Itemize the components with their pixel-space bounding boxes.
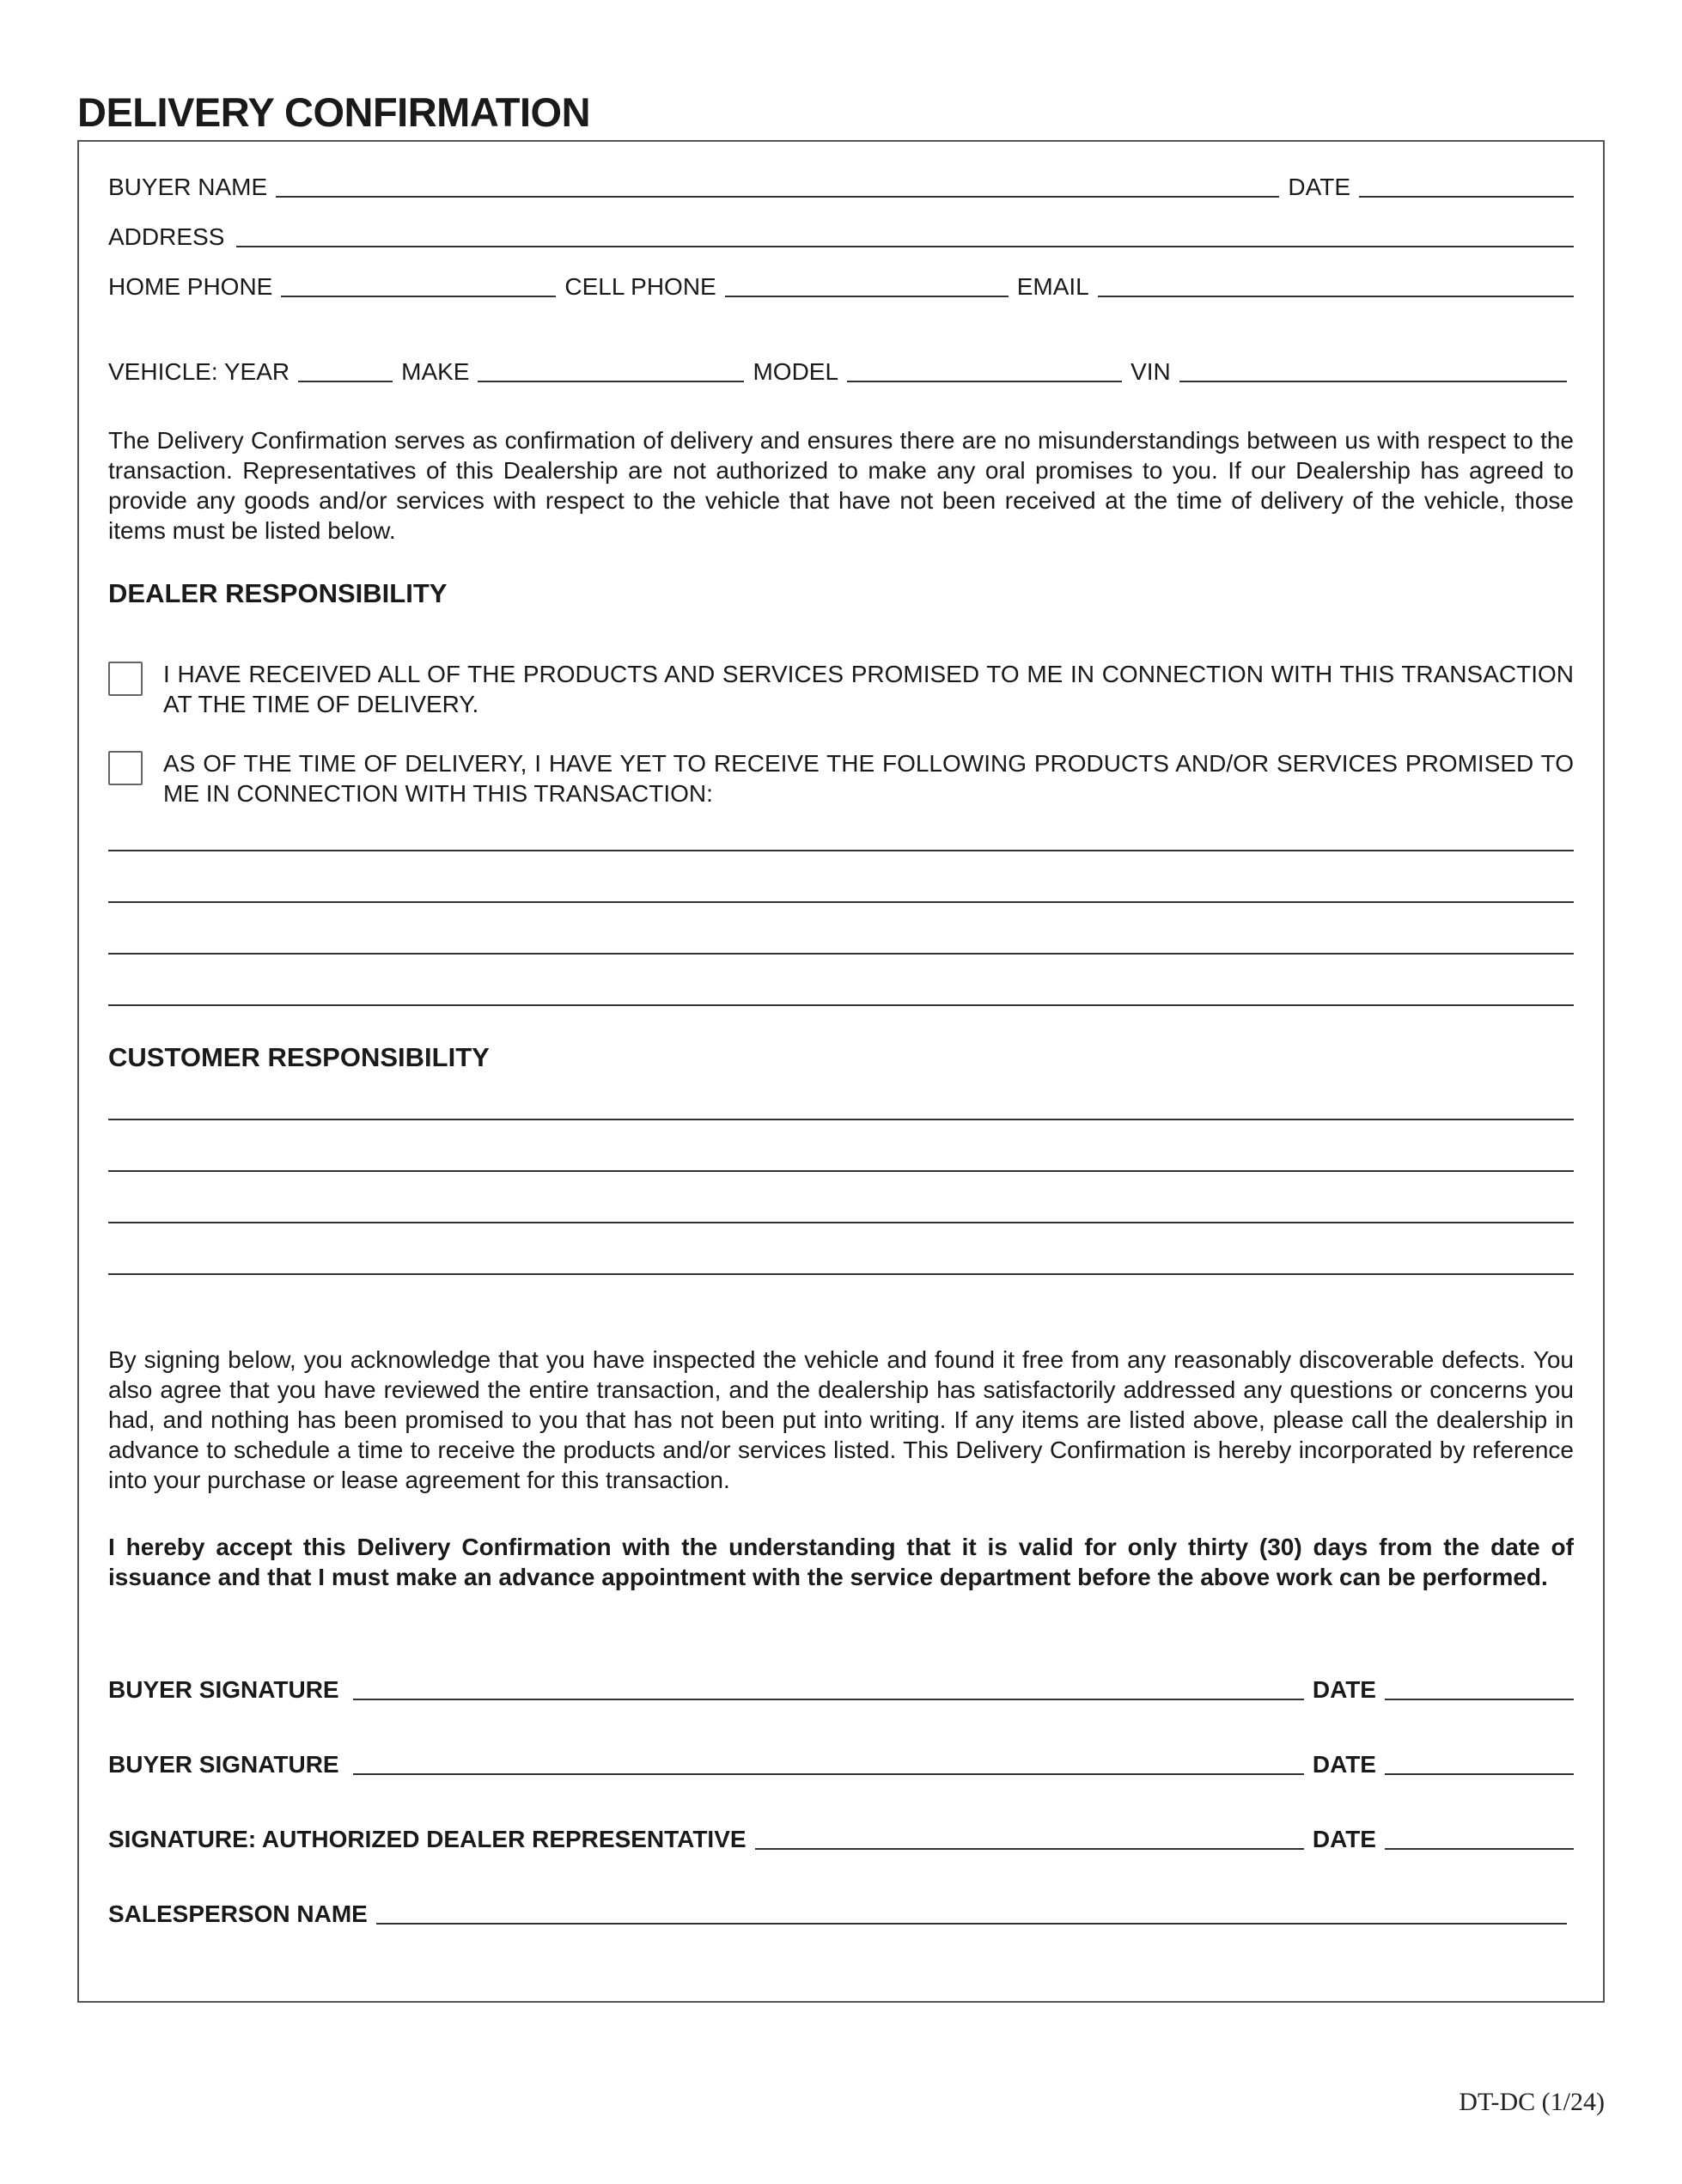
salesperson-row (108, 1900, 1574, 1929)
address-row (108, 223, 1574, 252)
dealer-item-line[interactable] (108, 1004, 1574, 1006)
vehicle-vin-label: VIN (1130, 358, 1171, 385)
acknowledgement-paragraph: By signing below, you acknowledge that you have inspected the vehicle and found it free from any reasonably discoverable defects. You also agree that you have reviewed the entire transaction, and the dealership has satisfactorily addressed any questions or concerns you had, and nothing has been promised to you that has not been put into writing. If any items are listed above, please call the dealership in advance to schedule a time to receive the products and/or services listed. This Delivery Confirmation is hereby incorporated by reference into your purchase or lease agreement for this transaction. (108, 1346, 1574, 1493)
intro-paragraph: The Delivery Confirmation serves as confirmation of delivery and ensures there are no misunderstandings between us with respect to the transaction. Representatives of this Dealership are not authorized to make any oral promises to you. If our Dealership has agreed to provide any goods and/or services with respect to the vehicle that have not been received at the time of delivery of the vehicle, those items must be listed below. (108, 427, 1574, 544)
phone-row (108, 272, 1574, 302)
vehicle-model-field[interactable] (847, 360, 1122, 382)
customer-item-line[interactable] (108, 1119, 1574, 1120)
vehicle-year-field[interactable] (298, 360, 393, 382)
signature-date-field[interactable] (1385, 1827, 1574, 1850)
signature-date-label: DATE (1312, 1676, 1376, 1703)
date-label: DATE (1288, 174, 1350, 200)
customer-item-line[interactable] (108, 1170, 1574, 1172)
received-option-text: I HAVE RECEIVED ALL OF THE PRODUCTS AND SERVICES PROMISED TO ME IN CONNECTION WITH THIS TRANSACTION AT THE TIME OF DELIVERY. (163, 661, 1574, 717)
dealer-item-line[interactable] (108, 953, 1574, 955)
buyer-signature-label: BUYER SIGNATURE (108, 1751, 339, 1778)
dealer-rep-signature-label: SIGNATURE: AUTHORIZED DEALER REPRESENTATIVE (108, 1826, 747, 1852)
buyer-signature-label: BUYER SIGNATURE (108, 1676, 339, 1703)
buyer-signature-row-2 (108, 1750, 1574, 1779)
vehicle-make-field[interactable] (478, 360, 744, 382)
address-label: ADDRESS (108, 223, 225, 250)
pending-checkbox[interactable] (108, 751, 143, 785)
customer-item-line[interactable] (108, 1273, 1574, 1275)
home-phone-label: HOME PHONE (108, 273, 273, 300)
cell-phone-label: CELL PHONE (564, 273, 716, 300)
salesperson-name-field[interactable] (376, 1902, 1567, 1925)
buyer-signature-field[interactable] (353, 1678, 1304, 1700)
dealer-item-line[interactable] (108, 901, 1574, 903)
cell-phone-field[interactable] (725, 275, 1009, 297)
received-option (108, 659, 1574, 719)
buyer-signature-field[interactable] (353, 1753, 1304, 1775)
email-field[interactable] (1098, 275, 1574, 297)
date-field[interactable] (1359, 175, 1574, 198)
pending-option (108, 748, 1574, 808)
salesperson-name-label: SALESPERSON NAME (108, 1900, 368, 1927)
buyer-name-row (108, 173, 1574, 202)
signature-date-field[interactable] (1385, 1678, 1574, 1700)
received-checkbox[interactable] (108, 662, 143, 696)
signature-date-label: DATE (1312, 1826, 1376, 1852)
signature-date-field[interactable] (1385, 1753, 1574, 1775)
page-title: DELIVERY CONFIRMATION (77, 89, 591, 135)
signature-date-label: DATE (1312, 1751, 1376, 1778)
address-field[interactable] (236, 225, 1574, 247)
vehicle-make-label: MAKE (401, 358, 470, 385)
form-code: DT-DC (1/24) (1459, 2088, 1605, 2116)
vehicle-year-label: VEHICLE: YEAR (108, 358, 290, 385)
pending-option-text: AS OF THE TIME OF DELIVERY, I HAVE YET TO RECEIVE THE FOLLOWING PRODUCTS AND/OR SERVICES PROMISED TO ME IN CONNECTION WITH THIS TRANSACTION: (163, 750, 1574, 807)
dealer-rep-signature-field[interactable] (755, 1827, 1304, 1850)
email-label: EMAIL (1016, 273, 1089, 300)
acceptance-paragraph: I hereby accept this Delivery Confirmation with the understanding that it is valid for only thirty (30) days from the date of issuance and that I must make an advance appointment with the service department before the above work can be performed. (108, 1534, 1574, 1590)
dealer-rep-signature-row (108, 1825, 1574, 1854)
buyer-name-field[interactable] (276, 175, 1279, 198)
dealer-item-line[interactable] (108, 850, 1574, 851)
home-phone-field[interactable] (281, 275, 556, 297)
buyer-name-label: BUYER NAME (108, 174, 268, 200)
vehicle-model-label: MODEL (753, 358, 839, 385)
buyer-signature-row-1 (108, 1675, 1574, 1705)
vehicle-vin-field[interactable] (1179, 360, 1567, 382)
vehicle-row (108, 357, 1574, 387)
customer-responsibility-heading: CUSTOMER RESPONSIBILITY (108, 1042, 490, 1072)
dealer-responsibility-heading: DEALER RESPONSIBILITY (108, 578, 448, 608)
customer-item-line[interactable] (108, 1222, 1574, 1223)
form-box (77, 140, 1605, 2003)
